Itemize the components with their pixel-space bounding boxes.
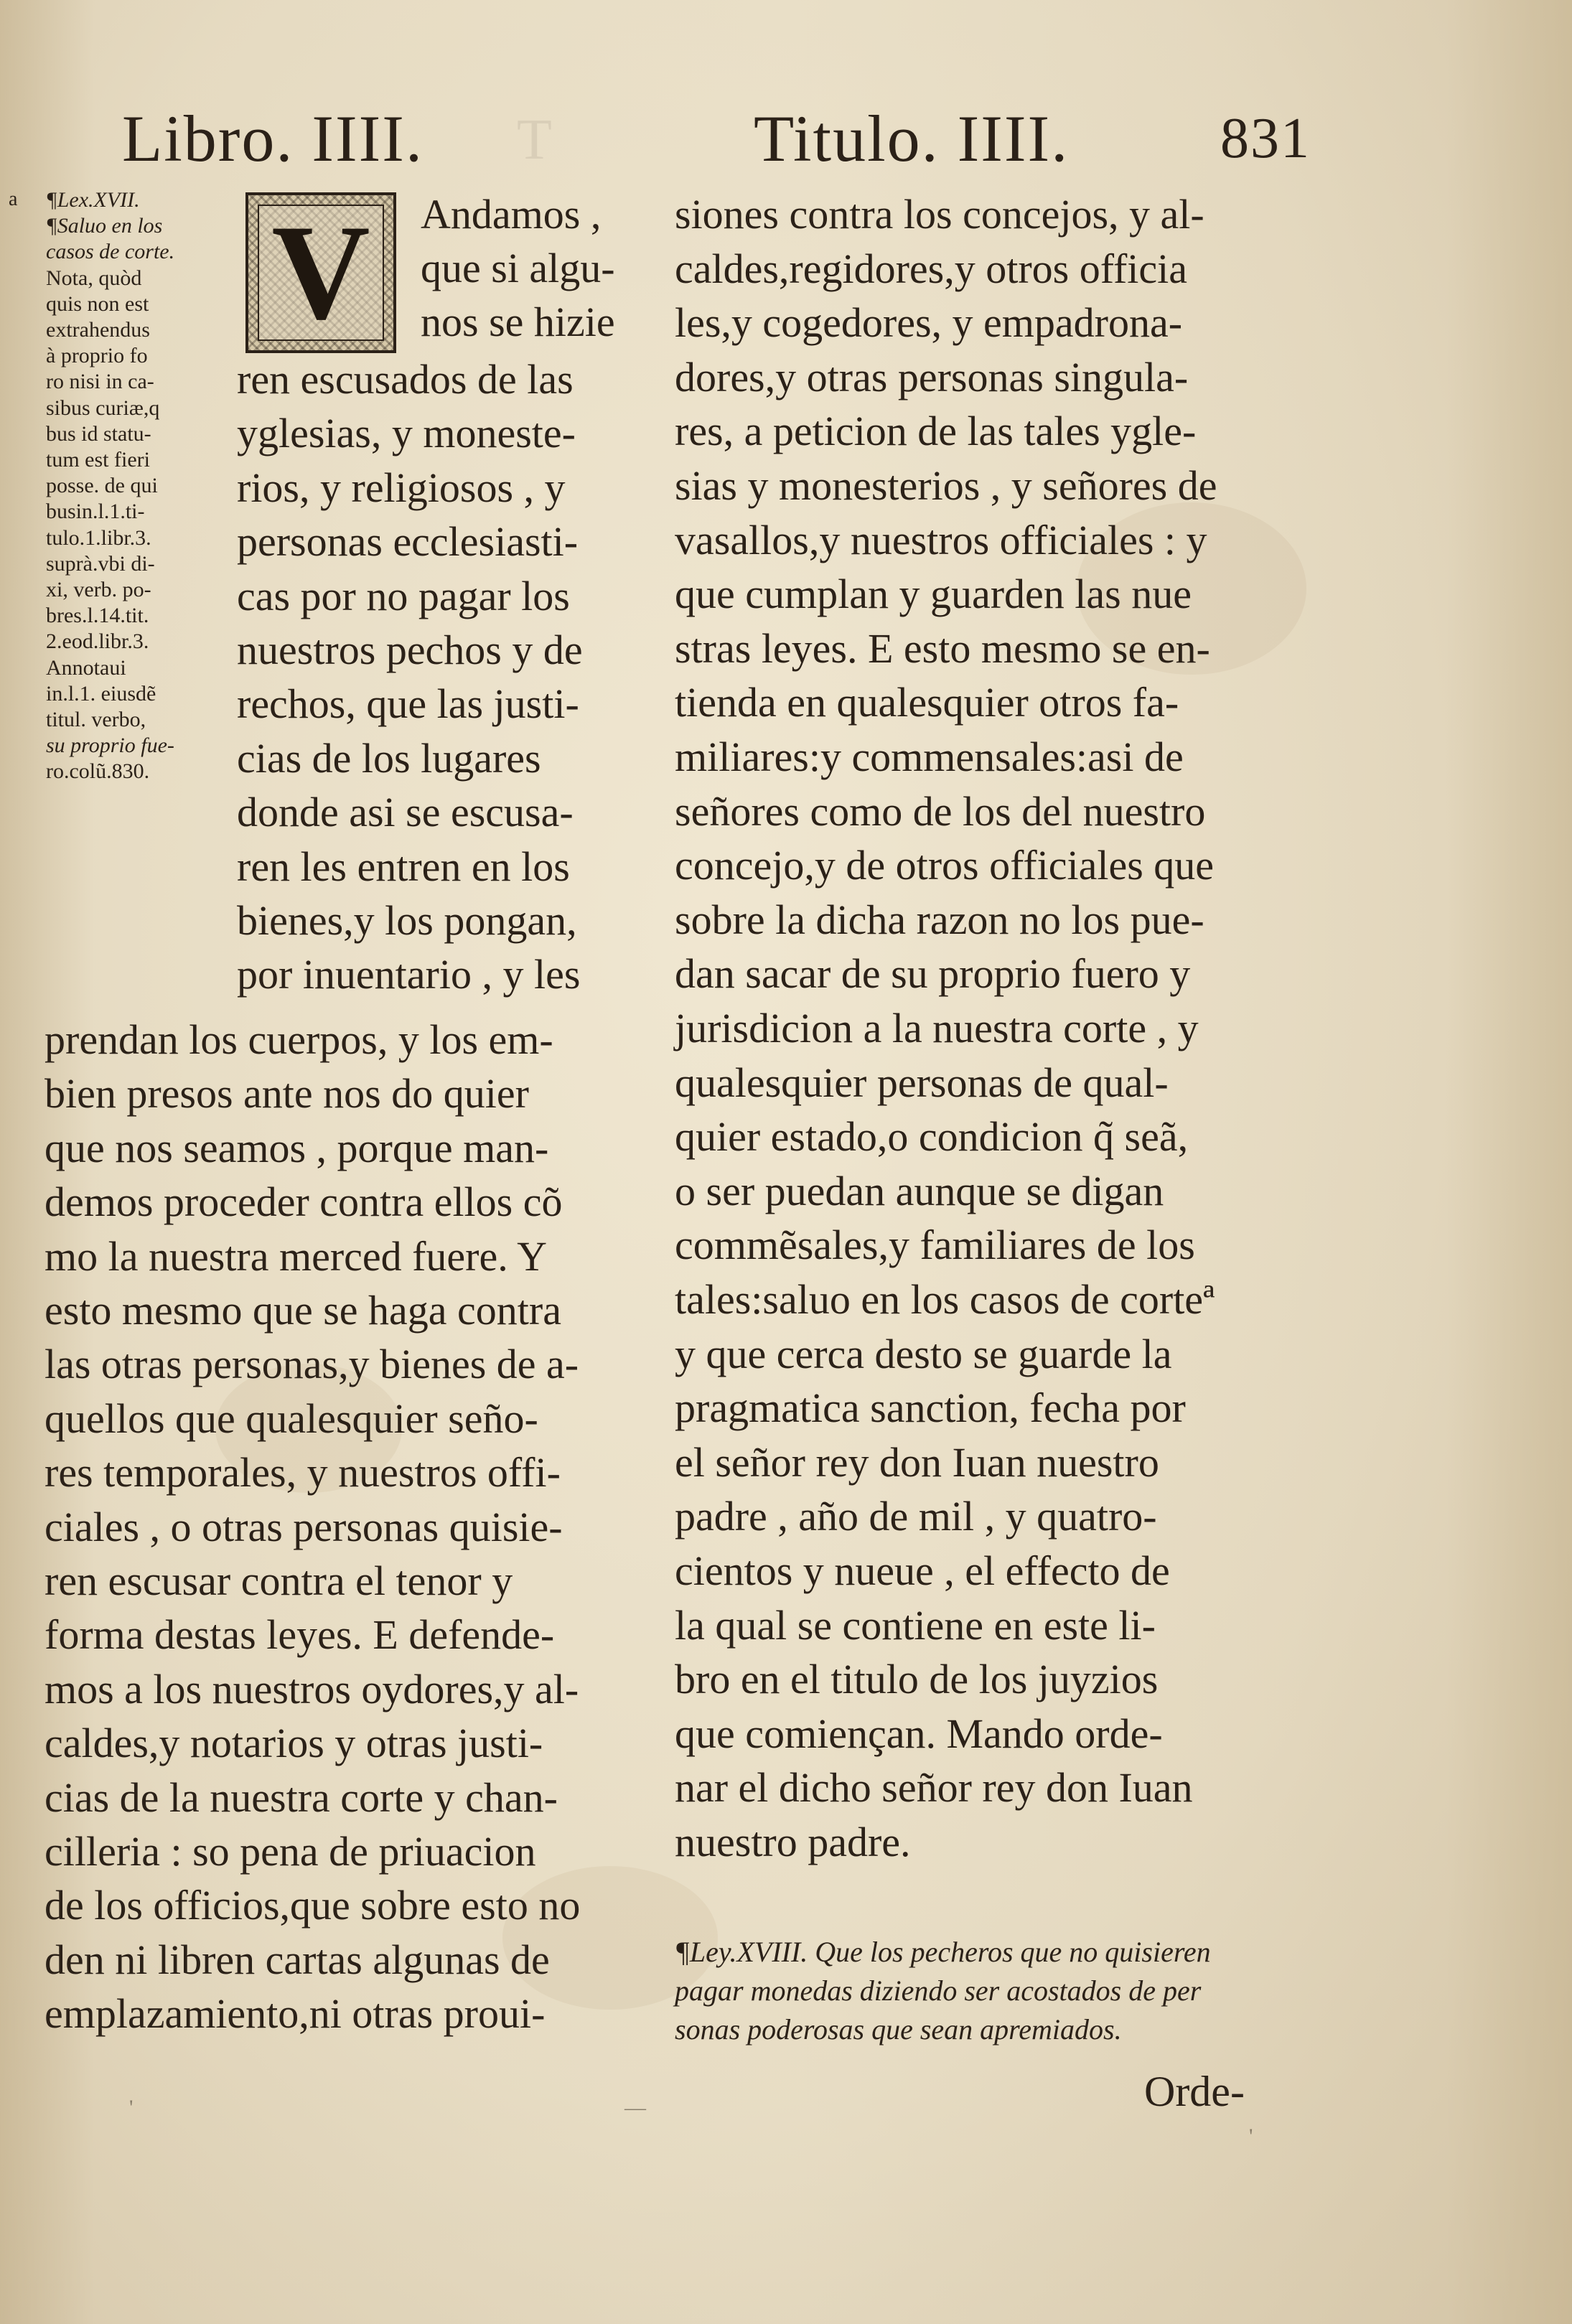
text-line: cilleria : so pena de priuacion [45,1828,536,1875]
ley-heading-line: pagar monedas diziendo ser acostados de per [675,1974,1202,2007]
margin-note-line: tum est fieri [46,448,150,472]
margin-note-line: ¶Lex.XVII. [46,188,140,212]
text-line: res, a peticion de las tales ygle- [675,408,1197,455]
text-line: den ni libren cartas algunas de [45,1936,550,1983]
text-line: mos a los nuestros oydores,y al- [45,1665,579,1712]
text-line: la qual se contiene en este li- [675,1601,1156,1649]
text-line: o ser puedan aunque se digan [675,1167,1164,1214]
margin-note-line: ro.colũ.830. [46,759,150,784]
text-line: bien presos ante nos do quier [45,1070,529,1118]
page-number: 831 [1220,107,1311,170]
text-line: que cumplan y guarden las nue [675,571,1192,618]
ley-heading-line: sonas poderosas que sean apremiados. [675,2013,1122,2046]
text-line: concejo,y de otros officiales que [675,842,1215,889]
margin-note-line: busin.l.1.ti- [46,500,145,524]
text-line: pragmatica sanction, fecha por [675,1384,1186,1432]
margin-note-line: Nota, quòd [46,266,142,290]
text-line: caldes,y notarios y otras justi- [45,1720,543,1767]
text-line: que si algu- [421,245,615,291]
text-line: sias y monesterios , y señores de [675,462,1217,509]
text-line: rechos, que las justi- [237,680,579,728]
margin-note-line: sibus curiæ,q [46,395,160,420]
text-line: de los officios,que sobre esto no [45,1882,581,1929]
catchword: Orde- [1144,2068,1245,2115]
margin-note-line: su proprio fue- [46,734,174,758]
running-head-book: Libro. IIII. [122,102,424,175]
margin-note-line: titul. verbo, [46,708,146,731]
text-line: sobre la dicha razon no los pue- [675,896,1204,943]
text-line: prendan los cuerpos, y los em- [45,1016,553,1063]
margin-note-line: tulo.1.libr.3. [46,525,151,550]
text-line: que nos seamos , porque man- [45,1124,549,1171]
initial-frame [258,197,384,348]
text-line: y que cerca desto se guarde la [675,1330,1172,1377]
text-line: nuestros pechos y de [237,627,583,673]
margin-note-line: bres.l.14.tit. [46,604,149,628]
running-head-title: Titulo. IIII. [754,102,1070,175]
text-line: por inuentario , y les [237,951,581,998]
margin-note-line: quis non est [46,291,149,316]
margin-note-line: à proprio fo [46,344,148,368]
text-line: señores como de los del nuestro [675,787,1206,835]
margin-note-line: xi, verb. po- [46,578,151,601]
margin-note-line: bus id statu- [46,421,151,446]
text-line: cas por no pagar los [237,572,570,619]
text-line: que comiençan. Mando orde- [675,1710,1163,1757]
text-line: el señor rey don Iuan nuestro [675,1438,1159,1486]
text-line: ren escusados de las [237,356,574,403]
margin-note-line: suprà.vbi di- [46,551,155,576]
text-line: esto mesmo que se haga contra [45,1287,561,1334]
text-line: padre , año de mil , y quatro- [675,1493,1157,1540]
text-line: personas ecclesiasti- [237,518,579,566]
text-line: cias de los lugares [237,734,541,782]
text-line: tienda en qualesquier otros fa- [675,679,1179,726]
text-line: nar el dicho señor rey don Iuan [675,1764,1193,1812]
text-line: ciales , o otras personas quisie- [45,1503,563,1550]
ley-heading-line: ¶Ley.XVIII. Que los pecheros que no quisieren [675,1936,1211,1968]
text-line: nuestro padre. [675,1819,911,1865]
text-line: rios, y religiosos , y [237,464,566,511]
margin-note-line: Annotaui [46,655,126,680]
text-line: siones contra los concejos, y al- [675,191,1204,238]
text-line: vasallos,y nuestros officiales : y [675,516,1207,563]
printer-mark: ' [129,2096,134,2119]
text-line: stras leyes. E esto mesmo se en- [675,624,1210,672]
show-through-heading: T [517,108,552,172]
margin-note-line: posse. de qui [46,474,158,498]
text-line: cientos y nueue , el effecto de [675,1547,1170,1594]
margin-reference-letter: a [9,188,18,210]
printer-mark: ' [1249,2124,1253,2148]
text-line: dan sacar de su proprio fuero y [675,950,1191,998]
text-line: las otras personas,y bienes de a- [45,1341,579,1388]
text-line: quellos que qualesquier seño- [45,1395,538,1442]
text-line: bro en el titulo de los juyzios [675,1656,1159,1703]
text-line: les,y cogedores, y empadrona- [675,299,1183,347]
decorated-initial [245,192,396,353]
text-line: mo la nuestra merced fuere. Y [45,1232,547,1280]
text-line: dores,y otras personas singula- [675,353,1189,400]
printer-mark: — [624,2096,646,2119]
text-line: jurisdicion a la nuestra corte , y [675,1005,1199,1051]
text-line: nos se hizie [421,299,615,345]
text-line: forma destas leyes. E defende- [45,1611,555,1659]
text-line: ren les entren en los [237,843,570,890]
text-line: qualesquier personas de qual- [675,1059,1169,1106]
text-line: ren escusar contra el tenor y [45,1557,513,1604]
text-line: yglesias, y moneste- [237,410,576,457]
text-line: commẽsales,y familiares de los [675,1222,1195,1269]
margin-note-line: ro nisi in ca- [46,370,154,394]
margin-note-line: ¶Saluo en los [46,214,163,238]
text-line: res temporales, y nuestros offi- [45,1449,561,1496]
margin-note-line: casos de corte. [46,240,175,264]
text-line: miliares:y commensales:asi de [675,734,1184,780]
text-line: cias de la nuestra corte y chan- [45,1774,558,1821]
drop-cap-letter: V [271,197,370,348]
margin-note-line: in.l.1. eiusdẽ [46,681,156,706]
text-line: demos proceder contra ellos cõ [45,1179,563,1226]
text-line: emplazamiento,ni otras proui- [45,1990,546,2038]
margin-note-line: 2.eod.libr.3. [46,629,149,654]
text-line: caldes,regidores,y otros officia [675,245,1188,292]
text-line: quier estado,o condicion q̃ seã, [675,1113,1189,1161]
text-line: bienes,y los pongan, [237,897,577,944]
text-line: tales:saluo en los casos de corteª [675,1276,1215,1323]
margin-note-line: extrahendus [46,318,150,342]
text-line: donde asi se escusa- [237,789,574,836]
text-line: Andamos , [421,191,602,238]
